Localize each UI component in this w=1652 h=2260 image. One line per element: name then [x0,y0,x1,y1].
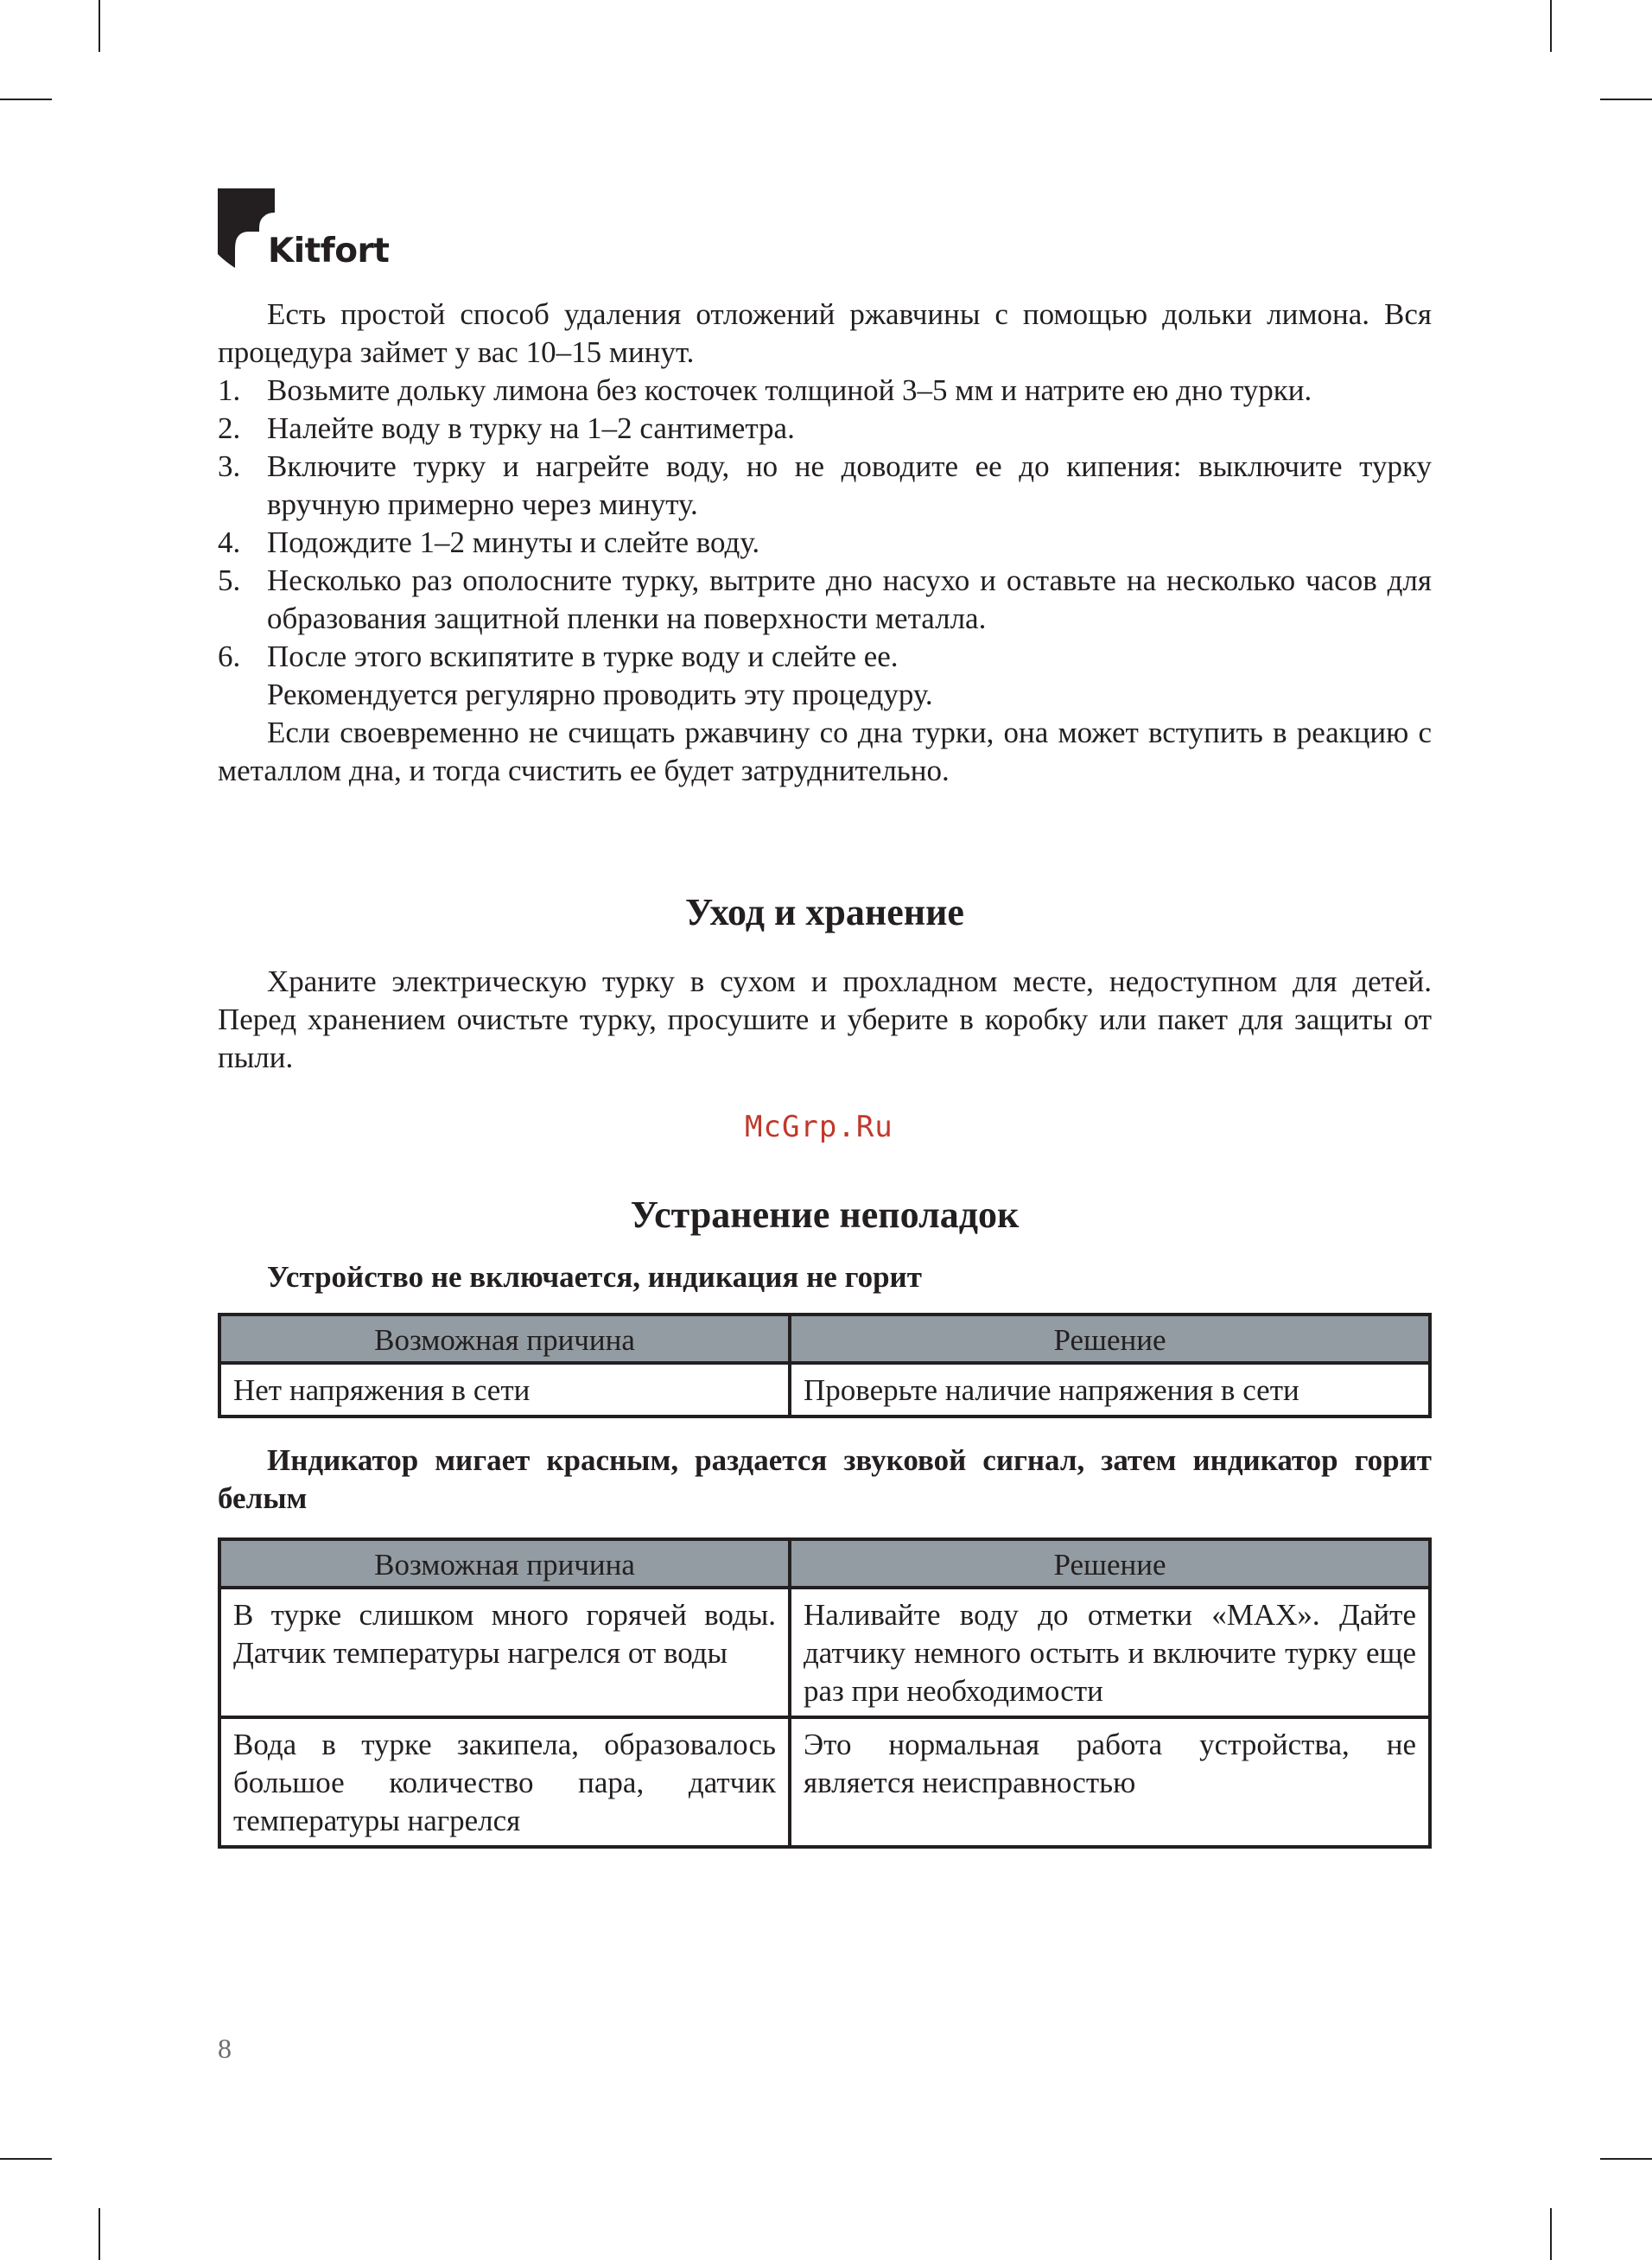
care-section-title: Уход и хранение [685,891,964,933]
step-text: После этого вскипятите в турке воду и слейте ее. [267,640,899,673]
warning-text: Если своевременно не счищать ржавчину со дна турки, она может вступить в реакцию с металлом дна, и тогда счистить ее будет затруднительно. [218,716,1432,787]
problem-heading: Устройство не включается, индикация не горит [267,1260,922,1294]
list-item [218,448,1432,524]
crop-mark [1600,2158,1652,2160]
step-text: Возьмите дольку лимона без косточек толщиной 3–5 мм и натрите ею дно турки. [267,373,1312,407]
solution-cell: Проверьте наличие напряжения в сети [790,1363,1430,1416]
intro-paragraph: Есть простой способ удаления отложений ржавчины с помощью дольки лимона. Вся процедура займет у вас 10–15 минут. [218,297,1432,369]
solution-column-header: Решение [790,1539,1430,1588]
solution-cell: Это нормальная работа устройства, не является неисправностью [790,1717,1430,1847]
step-text: Подождите 1–2 минуты и слейте воду. [267,525,760,559]
crop-mark [1550,0,1552,52]
page-number: 8 [218,2033,232,2064]
step-number: 6. [218,640,241,673]
recommendation-text: Рекомендуется регулярно проводить эту процедуру. [267,678,933,711]
care-text: Храните электрическую турку в сухом и прохладном месте, недоступном для детей. Перед хранением очистьте турку, просушите и уберите в коробку или пакет для защиты от пыли. [218,964,1432,1074]
table-header-row [219,1539,1430,1588]
crop-mark [98,2208,100,2260]
step-text: Несколько раз ополосните турку, вытрите дно насухо и оставьте на несколько часов для образования защитной пленки на поверхности металла. [267,563,1432,635]
list-item [218,372,1432,410]
crop-mark [98,0,100,52]
table-header-row [219,1315,1430,1363]
table-row [219,1717,1430,1847]
list-item [218,562,1432,638]
page-content [218,296,1432,1849]
table-row [219,1588,1430,1717]
troubleshooting-table [218,1537,1432,1849]
cause-column-header: Возможная причина [219,1539,790,1588]
step-number: 4. [218,525,241,559]
step-number: 2. [218,411,241,445]
crop-mark [1550,2208,1552,2260]
crop-mark [0,99,52,100]
list-item [218,524,1432,562]
troubleshooting-section-title: Устранение неполадок [630,1194,1020,1236]
troubleshooting-table [218,1313,1432,1418]
step-text: Включите турку и нагрейте воду, но не доводите ее до кипения: выключите турку вручную примерно через минуту. [267,449,1432,521]
cause-cell: В турке слишком много горячей воды. Датчик температуры нагрелся от воды [219,1588,790,1717]
list-item [218,410,1432,448]
list-item [218,638,1432,676]
cause-cell: Вода в турке закипела, образовалось большое количество пара, датчик температуры нагрелся [219,1717,790,1847]
kitfort-logo [218,188,391,275]
brand-name: Kitfort [268,232,390,271]
cause-column-header: Возможная причина [219,1315,790,1363]
problem-heading: Индикатор мигает красным, раздается звуковой сигнал, затем индикатор горит белым [218,1443,1432,1515]
step-number: 5. [218,563,241,597]
step-number: 3. [218,449,241,483]
table-row [219,1363,1430,1416]
solution-column-header: Решение [790,1315,1430,1363]
cause-cell: Нет напряжения в сети [219,1363,790,1416]
crop-mark [0,2158,52,2160]
solution-cell: Наливайте воду до отметки «MAX». Дайте датчику немного остыть и включите турку еще раз при необходимости [790,1588,1430,1717]
steps-list [218,372,1432,676]
step-number: 1. [218,373,241,407]
crop-mark [1600,99,1652,100]
step-text: Налейте воду в турку на 1–2 сантиметра. [267,411,795,445]
watermark: McGrp.Ru [745,1110,893,1144]
